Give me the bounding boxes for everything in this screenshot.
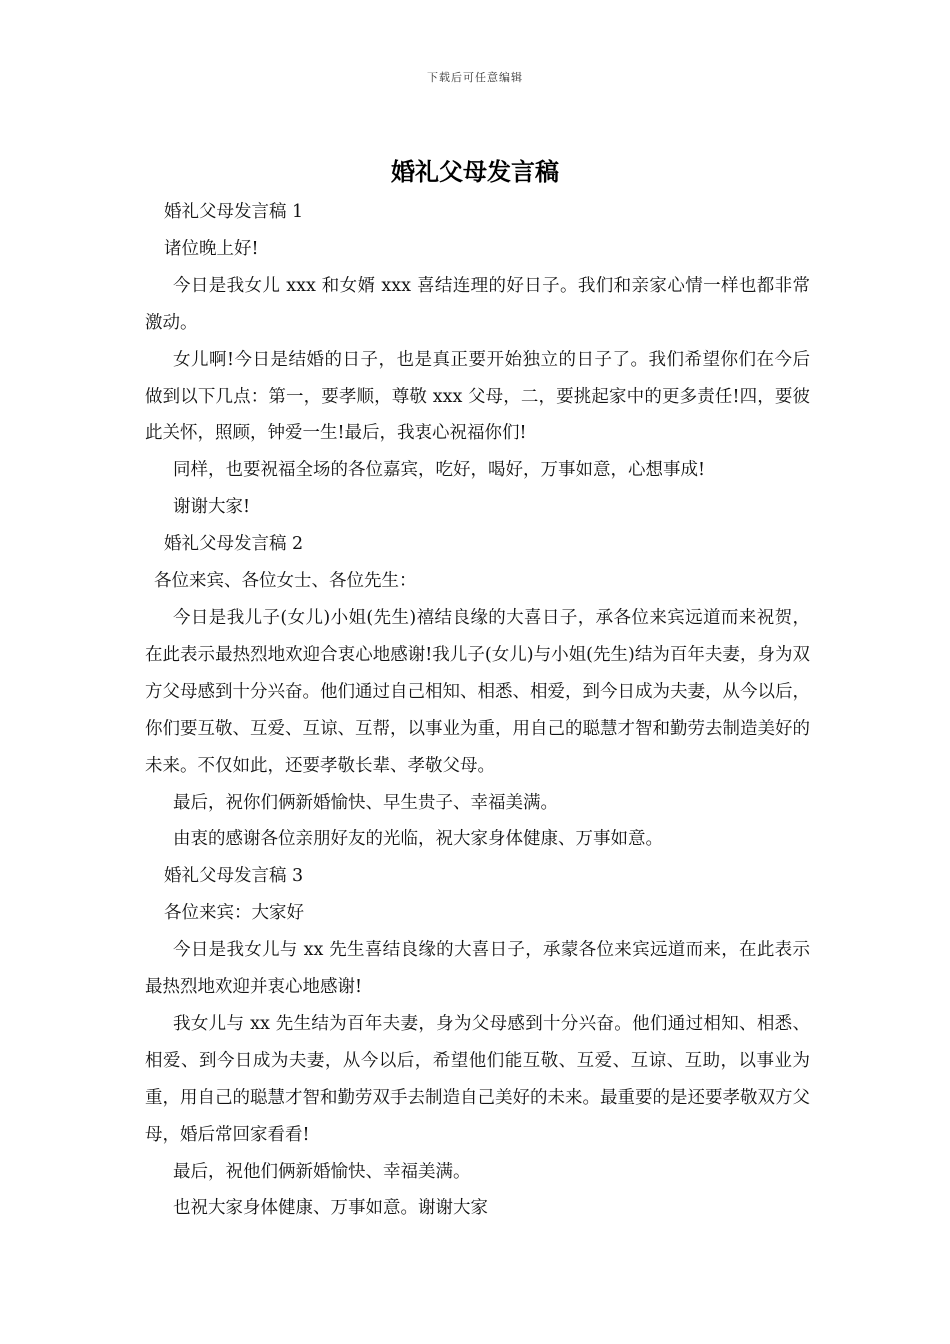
greeting: 各位来宾：大家好: [164, 903, 304, 924]
section-heading: 婚礼父母发言稿 3: [164, 866, 304, 887]
paragraph: 最后，祝你们俩新婚愉快、早生贵子、幸福美满。: [173, 792, 558, 813]
section-heading: 婚礼父母发言稿 2: [164, 534, 304, 555]
paragraph: 同样，也要祝福全场的各位嘉宾，吃好，喝好，万事如意，心想事成!: [173, 460, 706, 481]
paragraph: 也祝大家身体健康、万事如意。谢谢大家: [173, 1198, 488, 1219]
paragraph: 最后，祝他们俩新婚愉快、幸福美满。: [173, 1161, 471, 1182]
paragraph: 今日是我儿子(女儿)小姐(先生)禧结良缘的大喜日子，承各位来宾远道而来祝贺，在此表示最热烈地欢迎合衷心地感谢!我儿子(女儿)与小姐(先生)结为百年夫妻，身为双方父母感到十分兴奋。他们通过自己相知、相悉、相爱，到今日成为夫妻，从今以后，你们要互敬、互爱、互谅、互帮，以事业为重，用自己的聪慧才智和勤劳去制造美好的未来。不仅如此，还要孝敬长辈、孝敬父母。: [145, 607, 810, 776]
paragraph: 今日是我女儿 xxx 和女婿 xxx 喜结连理的好日子。我们和亲家心情一样也都非常激动。: [145, 275, 810, 333]
document-title: 婚礼父母发言稿: [391, 157, 559, 186]
greeting: 各位来宾、各位女士、各位先生：: [154, 571, 417, 592]
paragraph: 女儿啊!今日是结婚的日子，也是真正要开始独立的日子了。我们希望你们在今后做到以下几点：第一，要孝顺，尊敬 xxx 父母，二，要挑起家中的更多责任!四，要彼此关怀，照顾，钟爱一生!最后，我衷心祝福你们!: [145, 349, 810, 444]
paragraph: 我女儿与 xx 先生结为百年夫妻，身为父母感到十分兴奋。他们通过相知、相悉、相爱、到今日成为夫妻，从今以后，希望他们能互敬、互爱、互谅、互助，以事业为重，用自己的聪慧才智和勤劳双手去制造自己美好的未来。最重要的是还要孝敬双方父母，婚后常回家看看!: [145, 1013, 810, 1145]
greeting: 诸位晚上好!: [164, 238, 259, 259]
paragraph: 由衷的感谢各位亲朋好友的光临，祝大家身体健康、万事如意。: [173, 829, 663, 850]
document-body: [145, 194, 810, 1227]
section-heading: 婚礼父母发言稿 1: [164, 202, 304, 222]
paragraph: 谢谢大家!: [173, 497, 251, 518]
paragraph: 今日是我女儿与 xx 先生喜结良缘的大喜日子，承蒙各位来宾远道而来，在此表示最热烈地欢迎并衷心地感谢!: [145, 940, 810, 998]
header-note: 下载后可任意编辑: [427, 71, 523, 84]
